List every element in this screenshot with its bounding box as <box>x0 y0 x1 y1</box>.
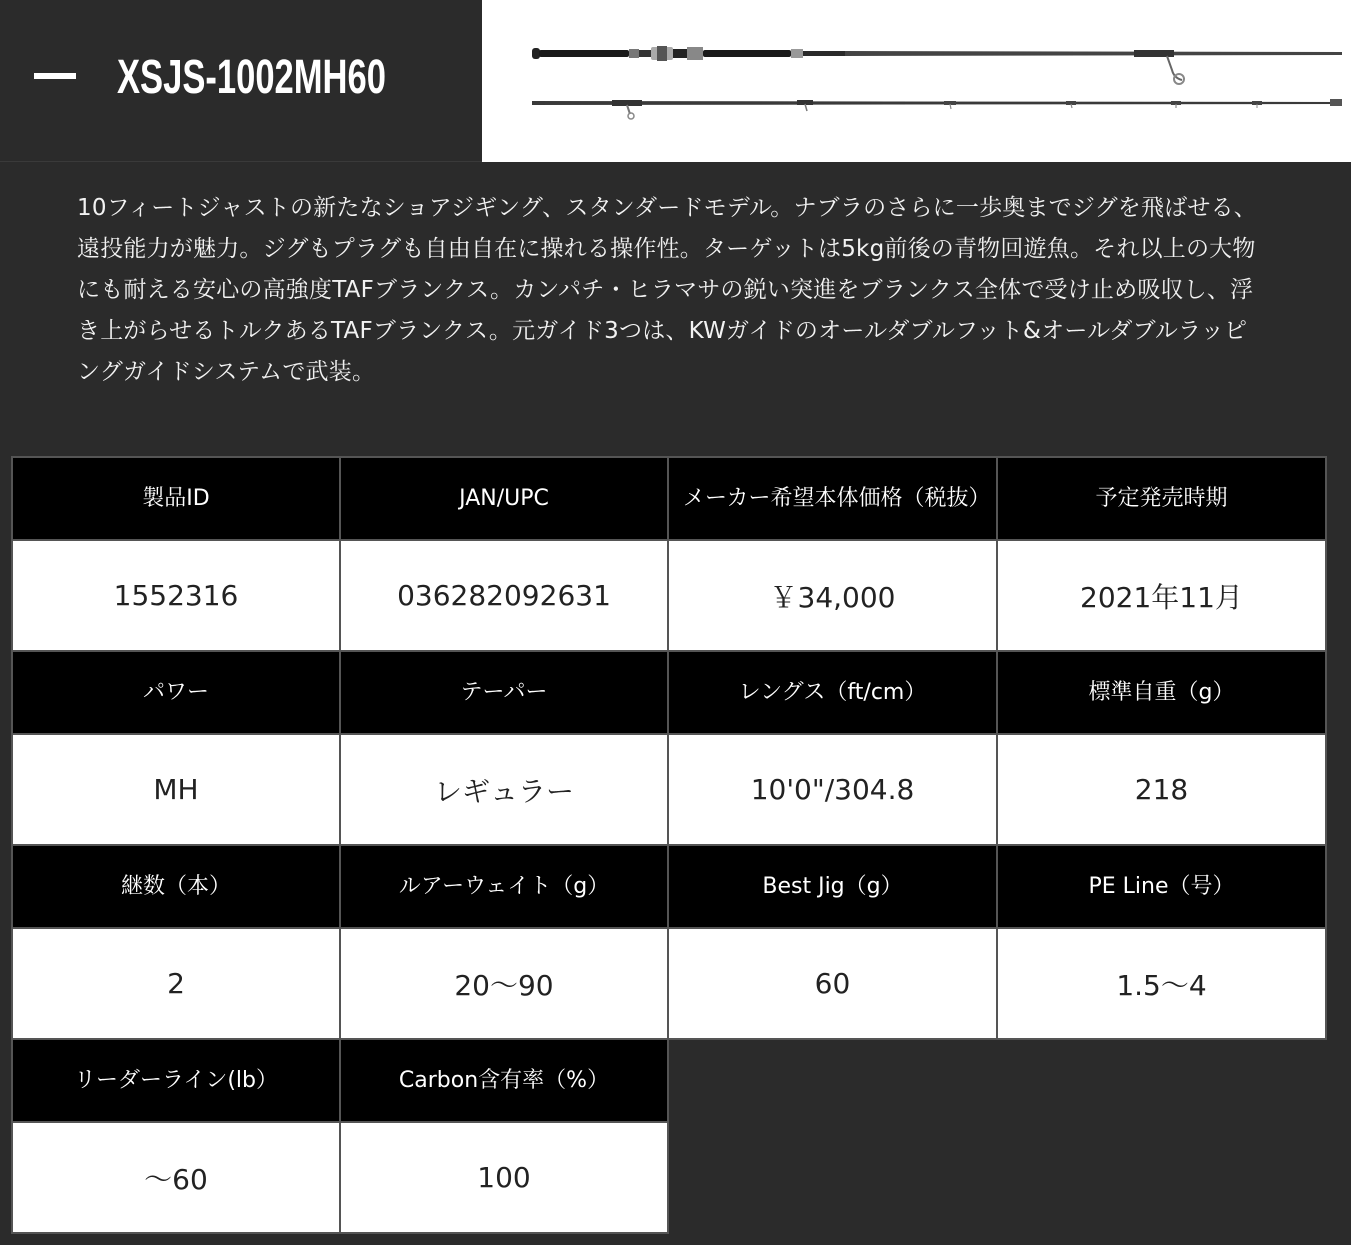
spec-header-taper: テーパー <box>340 651 668 734</box>
spec-value-pe-line: 1.5〜4 <box>997 928 1326 1039</box>
empty-cell <box>668 1039 997 1122</box>
spec-header-row <box>12 845 1326 928</box>
spec-header-length: レングス（ft/cm） <box>668 651 997 734</box>
spec-header-pieces: 継数（本） <box>12 845 340 928</box>
header-title-area[interactable] <box>0 0 482 162</box>
spec-header-power: パワー <box>12 651 340 734</box>
spec-value-jan-upc: 036282092631 <box>340 540 668 651</box>
spec-header-pe-line: PE Line（号） <box>997 845 1326 928</box>
spec-value-product-id: 1552316 <box>12 540 340 651</box>
spec-header-leader-line: リーダーライン(lb） <box>12 1039 340 1122</box>
spec-header-jan-upc: JAN/UPC <box>340 457 668 540</box>
spec-header-lure-weight: ルアーウェイト（g） <box>340 845 668 928</box>
product-image <box>482 0 1351 162</box>
spec-header-row <box>12 1039 1326 1122</box>
empty-cell <box>668 1122 997 1233</box>
butt-section <box>532 46 1342 84</box>
spec-value-release-date: 2021年11月 <box>997 540 1326 651</box>
spec-header-best-jig: Best Jig（g） <box>668 845 997 928</box>
minus-icon[interactable] <box>34 73 76 79</box>
spec-value-row <box>12 1122 1326 1233</box>
spec-header-row <box>12 457 1326 540</box>
empty-cell <box>997 1122 1326 1233</box>
spec-value-power: MH <box>12 734 340 845</box>
empty-cell <box>997 1039 1326 1122</box>
spec-value-row <box>12 540 1326 651</box>
spec-value-pieces: 2 <box>12 928 340 1039</box>
spec-value-carbon: 100 <box>340 1122 668 1233</box>
spec-header-carbon: Carbon含有率（%） <box>340 1039 668 1122</box>
spec-header-product-id: 製品ID <box>12 457 340 540</box>
spec-value-leader-line: 〜60 <box>12 1122 340 1233</box>
model-title: XSJS-1002MH60 <box>117 51 386 104</box>
spec-header-weight: 標準自重（g） <box>997 651 1326 734</box>
spec-value-lure-weight: 20〜90 <box>340 928 668 1039</box>
spec-table <box>11 456 1327 1234</box>
spec-value-row <box>12 734 1326 845</box>
product-header <box>0 0 1351 162</box>
spec-header-row <box>12 651 1326 734</box>
fishing-rod-image <box>482 0 1351 162</box>
spec-value-taper: レギュラー <box>340 734 668 845</box>
spec-header-price: メーカー希望本体価格（税抜） <box>668 457 997 540</box>
product-description: 10フィートジャストの新たなショアジギング、スタンダードモデル。ナブラのさらに一歩奥までジグを飛ばせる、遠投能力が魅力。ジグもプラグも自由自在に操れる操作性。ターゲットは5kg前後の青物回遊魚。それ以上の大物にも耐える安心の高強度TAFブランクス。カンパチ・ヒラマサの鋭い突進をブランクス全体で受け止め吸収し、浮き上がらせるトルクあるTAFブランクス。元ガイド3つは、KWガイドのオールダブルフット&オールダブルラッピングガイドシステムで武装。 <box>77 195 1258 385</box>
spec-header-release-date: 予定発売時期 <box>997 457 1326 540</box>
spec-value-best-jig: 60 <box>668 928 997 1039</box>
spec-value-row <box>12 928 1326 1039</box>
tip-section <box>532 99 1342 119</box>
spec-value-weight: 218 <box>997 734 1326 845</box>
spec-value-price: ￥34,000 <box>668 540 997 651</box>
spec-value-length: 10'0"/304.8 <box>668 734 997 845</box>
